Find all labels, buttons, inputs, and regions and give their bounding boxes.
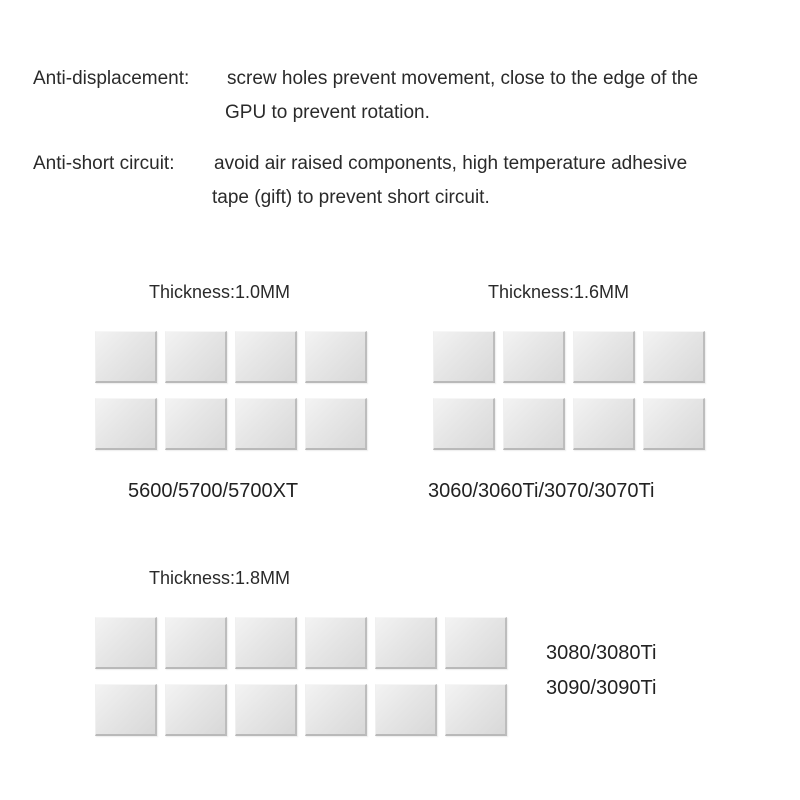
thermal-pad (165, 617, 227, 669)
thermal-pad (573, 331, 635, 383)
thermal-pad (95, 684, 157, 736)
thermal-pad (235, 617, 297, 669)
thermal-pad (165, 331, 227, 383)
feature-anti-displacement (33, 62, 783, 132)
thermal-pad (643, 331, 705, 383)
pad-grid-1-8mm (95, 617, 507, 736)
thermal-pad (445, 684, 507, 736)
thickness-heading-1-8mm: Thickness:1.8MM (149, 568, 291, 588)
thermal-pad (235, 398, 297, 450)
feature-label: Anti-short circuit: (33, 153, 175, 174)
thermal-pad (573, 398, 635, 450)
thermal-pad (305, 684, 367, 736)
thermal-pad (433, 331, 495, 383)
thermal-pad (95, 398, 157, 450)
thermal-pad (235, 684, 297, 736)
thickness-heading-1-6mm: Thickness:1.6MM (488, 282, 630, 302)
model-list-1-0mm: 5600/5700/5700XT (128, 480, 299, 502)
pad-grid-1-0mm (95, 331, 367, 450)
thermal-pad (445, 617, 507, 669)
thermal-pad (305, 398, 367, 450)
thermal-pad (375, 684, 437, 736)
thermal-pad (433, 398, 495, 450)
thermal-pad (95, 617, 157, 669)
feature-label: Anti-displacement: (33, 68, 190, 89)
thermal-pad (503, 331, 565, 383)
pad-grid-1-6mm (433, 331, 705, 450)
feature-text-line1: screw holes prevent movement, close to the edge of the (227, 68, 699, 89)
feature-text-line2: tape (gift) to prevent short circuit. (212, 187, 490, 208)
model-list-1-8mm-b: 3090/3090Ti (546, 677, 657, 699)
thermal-pad (305, 331, 367, 383)
thickness-heading-1-0mm: Thickness:1.0MM (149, 282, 291, 302)
thermal-pad (643, 398, 705, 450)
thermal-pad (95, 331, 157, 383)
feature-text-line1: avoid air raised components, high temperature adhesive (214, 153, 688, 174)
model-list-1-8mm-a: 3080/3080Ti (546, 642, 657, 664)
thermal-pad (375, 617, 437, 669)
thermal-pad (305, 617, 367, 669)
thermal-pad (235, 331, 297, 383)
thermal-pad (503, 398, 565, 450)
feature-text-line2: GPU to prevent rotation. (225, 102, 430, 123)
feature-anti-short-circuit (33, 147, 783, 217)
thermal-pad (165, 398, 227, 450)
model-list-1-6mm: 3060/3060Ti/3070/3070Ti (428, 480, 655, 502)
thermal-pad (165, 684, 227, 736)
